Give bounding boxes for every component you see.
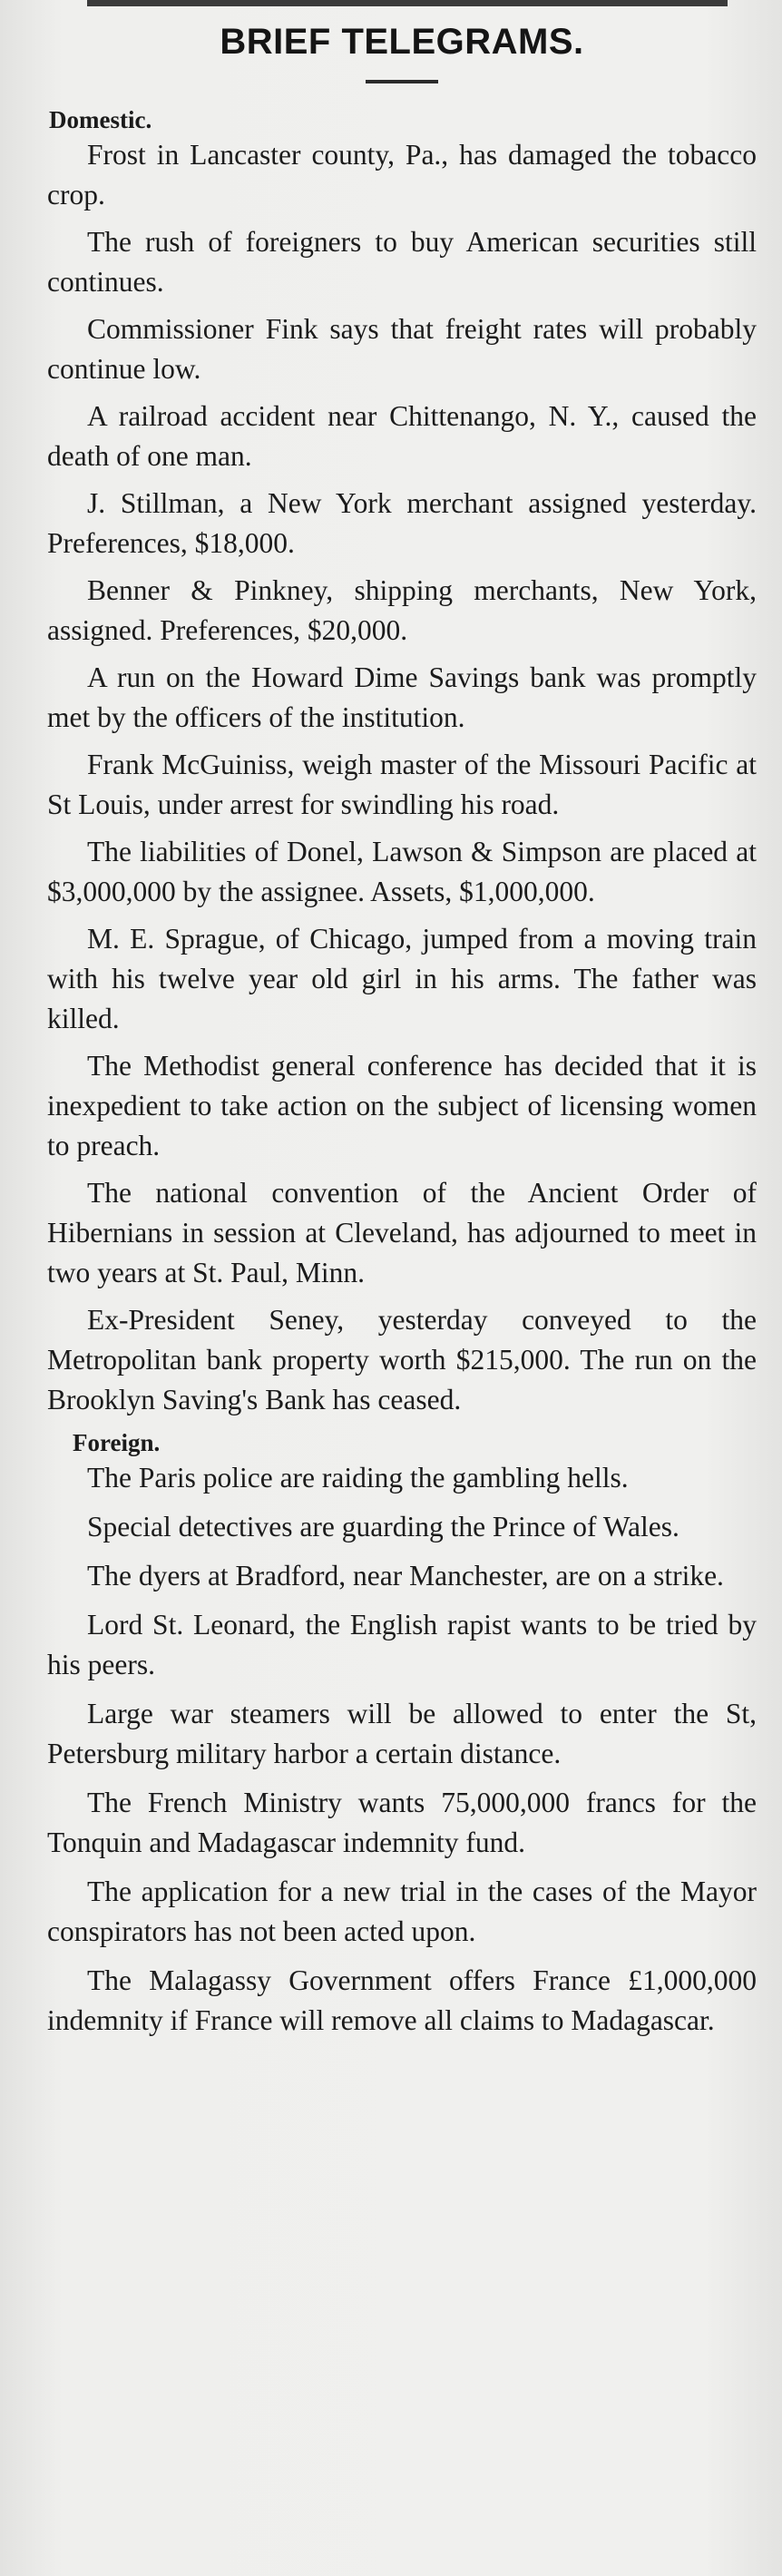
domestic-heading: Domestic. xyxy=(49,106,152,133)
domestic-item: The rush of foreigners to buy American securities still continues. xyxy=(47,226,757,298)
domestic-item: Frost in Lancaster county, Pa., has damaged the tobacco crop. xyxy=(47,139,757,211)
top-border-rule xyxy=(87,0,728,6)
domestic-item: J. Stillman, a New York merchant assigned yesterday. Preferences, $18,000. xyxy=(47,487,757,559)
domestic-item: M. E. Sprague, of Chicago, jumped from a moving train with his twelve year old girl in his arms. The father was killed. xyxy=(47,923,757,1034)
domestic-item: A railroad accident near Chittenango, N. Y., caused the death of one man. xyxy=(47,400,757,472)
headline: BRIEF TELEGRAMS. xyxy=(220,22,584,62)
foreign-item: The Paris police are raiding the gambling hells. xyxy=(87,1462,629,1494)
foreign-item: Special detectives are guarding the Prince of Wales. xyxy=(87,1511,679,1543)
foreign-heading: Foreign. xyxy=(73,1429,161,1456)
domestic-item: Ex-President Seney, yesterday conveyed to the Metropolitan bank property worth $215,000. The run on the Brooklyn Saving's Bank has ceased. xyxy=(47,1304,757,1415)
foreign-item: The application for a new trial in the cases of the Mayor conspirators has not been acted upon. xyxy=(47,1876,757,1947)
domestic-item: The Methodist general conference has decided that it is inexpedient to take action on the subject of licensing women to preach. xyxy=(47,1050,757,1161)
domestic-item: Frank McGuiniss, weigh master of the Missouri Pacific at St Louis, under arrest for swindling his road. xyxy=(47,749,757,820)
foreign-item: The French Ministry wants 75,000,000 francs for the Tonquin and Madagascar indemnity fund. xyxy=(47,1787,757,1858)
foreign-item: Lord St. Leonard, the English rapist wants to be tried by his peers. xyxy=(47,1609,757,1680)
domestic-item: Benner & Pinkney, shipping merchants, New York, assigned. Preferences, $20,000. xyxy=(47,574,757,646)
domestic-item: The national convention of the Ancient Order of Hibernians in session at Cleveland, has adjourned to meet in two years at St. Paul, Minn. xyxy=(47,1177,757,1288)
domestic-item: The liabilities of Donel, Lawson & Simpson are placed at $3,000,000 by the assignee. Assets, $1,000,000. xyxy=(47,836,757,907)
domestic-section xyxy=(47,104,757,1420)
foreign-section xyxy=(47,1427,757,2041)
foreign-item: The Malagassy Government offers France £1,000,000 indemnity if France will remove all claims to Madagascar. xyxy=(47,1964,757,2036)
domestic-item: Commissioner Fink says that freight rates will probably continue low. xyxy=(47,313,757,385)
domestic-item: A run on the Howard Dime Savings bank was promptly met by the officers of the institution. xyxy=(47,661,757,733)
foreign-item: The dyers at Bradford, near Manchester, are on a strike. xyxy=(87,1560,724,1592)
headline-divider xyxy=(366,80,438,83)
foreign-item: Large war steamers will be allowed to enter the St, Petersburg military harbor a certain distance. xyxy=(47,1698,757,1769)
